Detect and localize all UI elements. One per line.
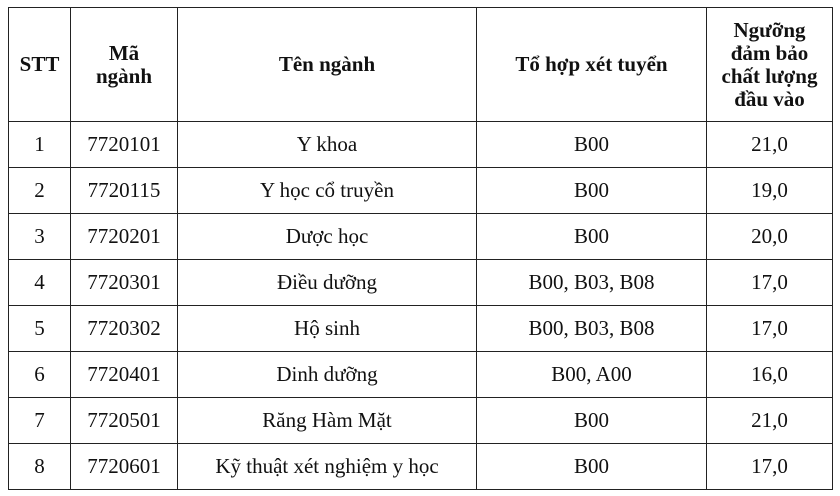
table-row [9, 398, 833, 444]
table-row [9, 214, 833, 260]
cell-major-name: Răng Hàm Mặt [178, 398, 477, 444]
cell-subject-combination: B00 [477, 168, 707, 214]
table-row [9, 260, 833, 306]
cell-major-code: 7720601 [71, 444, 178, 490]
cell-quality-threshold: 21,0 [707, 122, 833, 168]
cell-major-code: 7720201 [71, 214, 178, 260]
header-threshold-line: Ngưỡng [733, 17, 806, 42]
cell-major-name: Hộ sinh [178, 306, 477, 352]
cell-quality-threshold: 17,0 [707, 444, 833, 490]
cell-stt: 2 [9, 168, 71, 214]
header-threshold-line: đầu vào [734, 86, 805, 111]
cell-subject-combination: B00 [477, 214, 707, 260]
cell-subject-combination: B00 [477, 444, 707, 490]
cell-major-code: 7720401 [71, 352, 178, 398]
cell-stt: 6 [9, 352, 71, 398]
cell-major-name: Y học cổ truyền [178, 168, 477, 214]
header-threshold-line: đảm bảo [730, 40, 809, 65]
cell-quality-threshold: 20,0 [707, 214, 833, 260]
header-subject-combination: Tổ hợp xét tuyển [477, 8, 707, 122]
cell-major-code: 7720302 [71, 306, 178, 352]
cell-stt: 8 [9, 444, 71, 490]
table-row [9, 122, 833, 168]
cell-stt: 1 [9, 122, 71, 168]
header-major-name: Tên ngành [178, 8, 477, 122]
table-row [9, 306, 833, 352]
cell-quality-threshold: 17,0 [707, 306, 833, 352]
cell-stt: 5 [9, 306, 71, 352]
cell-stt: 7 [9, 398, 71, 444]
cell-major-code: 7720101 [71, 122, 178, 168]
header-stt: STT [9, 8, 71, 122]
cell-major-name: Y khoa [178, 122, 477, 168]
cell-major-name: Dược học [178, 214, 477, 260]
header-threshold-line: chất lượng [721, 63, 818, 88]
cell-major-name: Kỹ thuật xét nghiệm y học [178, 444, 477, 490]
cell-major-code: 7720501 [71, 398, 178, 444]
cell-major-name: Điều dưỡng [178, 260, 477, 306]
cell-subject-combination: B00, B03, B08 [477, 260, 707, 306]
admission-threshold-table [8, 7, 833, 490]
cell-stt: 3 [9, 214, 71, 260]
table-row [9, 168, 833, 214]
cell-major-code: 7720115 [71, 168, 178, 214]
cell-quality-threshold: 21,0 [707, 398, 833, 444]
cell-subject-combination: B00, A00 [477, 352, 707, 398]
table-row [9, 444, 833, 490]
cell-stt: 4 [9, 260, 71, 306]
table-header-row [9, 8, 833, 122]
cell-quality-threshold: 17,0 [707, 260, 833, 306]
header-major-code-line: Mã [108, 40, 140, 65]
cell-quality-threshold: 19,0 [707, 168, 833, 214]
cell-subject-combination: B00 [477, 122, 707, 168]
cell-major-name: Dinh dưỡng [178, 352, 477, 398]
header-major-code [71, 8, 178, 122]
header-major-code-line: ngành [95, 63, 153, 88]
cell-subject-combination: B00 [477, 398, 707, 444]
cell-subject-combination: B00, B03, B08 [477, 306, 707, 352]
cell-major-code: 7720301 [71, 260, 178, 306]
table-row [9, 352, 833, 398]
cell-quality-threshold: 16,0 [707, 352, 833, 398]
header-quality-threshold [707, 8, 833, 122]
